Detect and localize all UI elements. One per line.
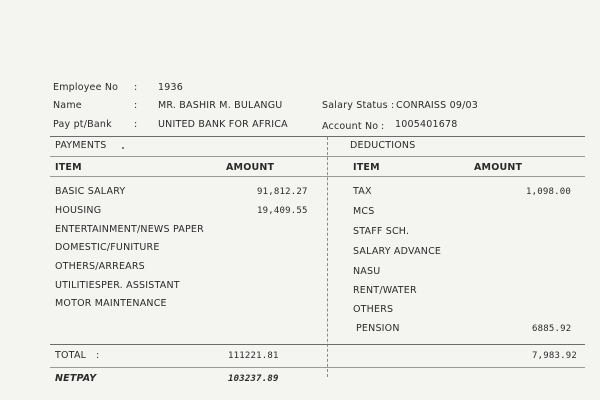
payments-amount-header: AMOUNT [226,162,275,173]
payment-item-amount: 91,812.27 [257,187,308,197]
total-deductions-value: 7,983.92 [532,351,577,361]
employee-no-separator: : [134,82,138,93]
totals-top-rule [50,344,585,345]
employee-no-label: Employee No [53,82,119,93]
deduction-item-label: RENT/WATER [353,285,417,296]
deduction-item-label: PENSION [356,323,400,334]
deductions-section-label: DEDUCTIONS [350,140,416,151]
total-separator: : [96,350,100,361]
employee-name: MR. BASHIR M. BULANGU [158,100,283,111]
deductions-amount-header: AMOUNT [474,162,523,173]
total-payments-value: 111221.81 [228,351,279,361]
section-top-rule [50,136,585,137]
salary-status-label: Salary Status : [322,100,395,111]
deduction-item-label: STAFF SCH. [353,226,410,237]
payments-section-label: PAYMENTS [55,140,107,151]
pay-point-value: UNITED BANK FOR AFRICA [158,119,288,130]
pay-point-separator: : [134,119,138,130]
payments-item-header: ITEM [55,162,82,173]
deduction-item-label: OTHERS [353,304,394,315]
employee-no-value: 1936 [158,82,183,93]
column-header-rule [50,176,585,177]
section-label-rule [50,156,585,157]
totals-bottom-rule [50,367,585,368]
payment-item-label: UTILITIESPER. ASSISTANT [55,280,180,291]
salary-status-value: CONRAISS 09/03 [396,100,478,111]
deduction-item-label: MCS [353,206,375,217]
payment-item-label: ENTERTAINMENT/NEWS PAPER [55,224,204,235]
payment-item-amount: 19,409.55 [257,206,308,216]
total-label: TOTAL [55,350,87,361]
account-no-value: 1005401678 [395,119,458,130]
deduction-item-label: NASU [353,266,381,277]
netpay-label: NETPAY [55,373,97,384]
deduction-item-amount: 6885.92 [532,324,572,334]
deduction-item-label: SALARY ADVANCE [353,246,442,257]
payment-item-label: BASIC SALARY [55,186,126,197]
account-no-label: Account No [322,121,379,132]
payment-item-label: HOUSING [55,205,102,216]
pay-point-label: Pay pt/Bank [53,119,112,130]
name-label: Name [53,100,82,111]
payment-item-label: DOMESTIC/FUNITURE [55,242,160,253]
netpay-value: 103237.89 [228,374,279,384]
deductions-item-header: ITEM [353,162,380,173]
deduction-item-label: TAX [353,186,372,197]
account-no-separator: : [381,121,385,132]
scan-speck [122,147,124,149]
column-divider [327,137,328,377]
payment-item-label: OTHERS/ARREARS [55,261,145,272]
deduction-item-amount: 1,098.00 [526,187,571,197]
payment-item-label: MOTOR MAINTENANCE [55,298,167,309]
name-separator: : [134,100,138,111]
